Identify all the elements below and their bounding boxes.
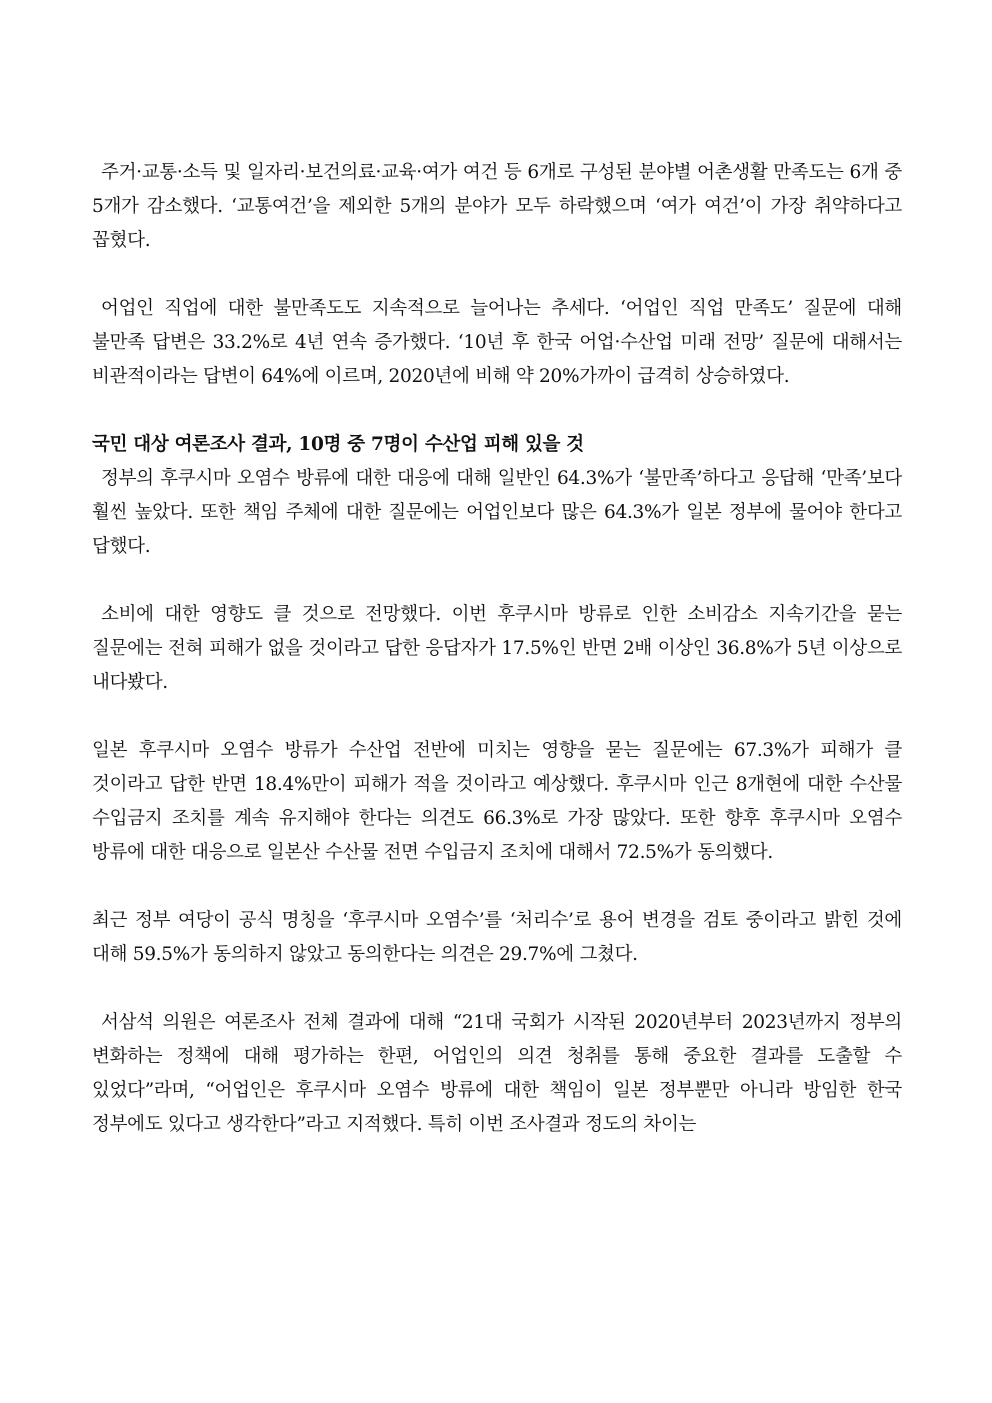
paragraph-fisher-job-dissatisfaction: 어업인 직업에 대한 불만족도도 지속적으로 늘어나는 추세다. ‘어업인 직업 만족도’ 질문에 대해 불만족 답변은 33.2%로 4년 연속 증가했다. ‘10년 후 한국 어업·수산업 미래 전망’ 질문에 대해서는 비관적이라는 답변이 64%에 이르며, 2020년에 비해 약 20%가까이 급격히 상승하였다.	[92, 298, 902, 387]
paragraph-fisheries-damage: 일본 후쿠시마 오염수 방류가 수산업 전반에 미치는 영향을 묻는 질문에는 67.3%가 피해가 클 것이라고 답한 반면 18.4%만이 피해가 적을 것이라고 예상했다. 후쿠시마 인근 8개현에 대한 수산물 수입금지 조치를 계속 유지해야 한다는 의견도 66.3%로 가장 많았다. 또한 향후 후쿠시마 오염수 방류에 대한 대응으로 일본산 수산물 전면 수입금지 조치에 대해서 72.5%가 동의했다.	[92, 740, 902, 863]
paragraph-consumption-impact: 소비에 대한 영향도 클 것으로 전망했다. 이번 후쿠시마 방류로 인한 소비감소 지속기간을 묻는 질문에는 전혀 피해가 없을 것이라고 답한 응답자가 17.5%인 반면 2배 이상인 36.8%가 5년 이상으로 내다봤다.	[92, 604, 902, 693]
paragraph-government-response: 정부의 후쿠시마 오염수 방류에 대한 대응에 대해 일반인 64.3%가 ‘불만족’하다고 응답해 ‘만족’보다 훨씬 높았다. 또한 책임 주체에 대한 질문에는 어업인보다 많은 64.3%가 일본 정부에 물어야 한다고 답했다.	[92, 468, 902, 557]
paragraph-terminology-change: 최근 정부 여당이 공식 명칭을 ‘후쿠시마 오염수’를 ‘처리수’로 용어 변경을 검토 중이라고 밝힌 것에 대해 59.5%가 동의하지 않았고 동의한다는 의견은 29.7%에 그쳤다.	[92, 910, 902, 965]
document-page	[92, 156, 902, 1142]
paragraph-lawmaker-comment: 서삼석 의원은 여론조사 전체 결과에 대해 “21대 국회가 시작된 2020년부터 2023년까지 정부의 변화하는 정책에 대해 평가하는 한편, 어업인의 의견 청취를 통해 중요한 결과를 도출할 수 있었다”라며, “어업인은 후쿠시마 오염수 방류에 대한 책임이 일본 정부뿐만 아니라 방임한 한국 정부에도 있다고 생각한다”라고 지적했다. 특히 이번 조사결과 정도의 차이는	[92, 1012, 902, 1135]
paragraph-fishing-village-satisfaction: 주거·교통·소득 및 일자리·보건의료·교육·여가 여건 등 6개로 구성된 분야별 어촌생활 만족도는 6개 중 5개가 감소했다. ‘교통여건’을 제외한 5개의 분야가 모두 하락했으며 ‘여가 여건’이 가장 취약하다고 꼽혔다.	[92, 162, 902, 251]
section-heading-public-survey: 국민 대상 여론조사 결과, 10명 중 7명이 수산업 피해 있을 것	[92, 434, 584, 455]
